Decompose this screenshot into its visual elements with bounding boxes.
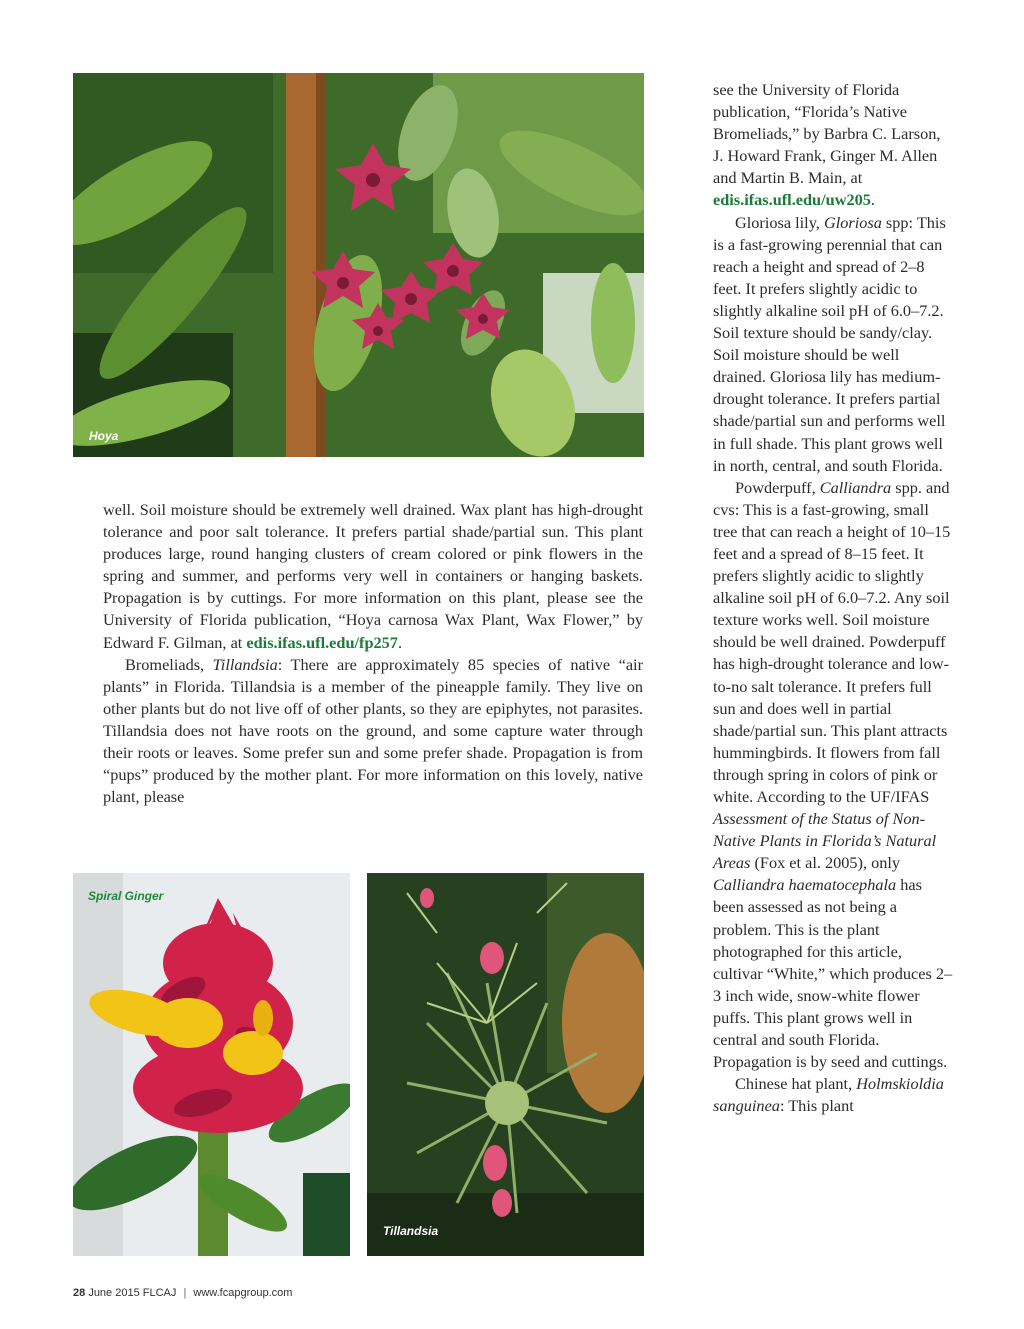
gloriosa-name: Gloriosa lily, [735,212,824,232]
issue-date: June 2015 [88,1287,140,1299]
bromeliads-continued-paragraph [713,79,953,212]
gloriosa-text: spp: This is a fast-growing perennial that can reach a height and spread of 2–8 feet. It prefers slightly acidic to slightly alkaline soil pH of 6.0–7.2. Soil texture should be sandy/clay. Soil moisture should be well drained. Gloriosa lily has medium-drought tolerance. It prefers partial shade/partial sun and performs well in full shade. This plant grows well in north, central, and south Florida. [713,212,946,475]
bromeliads-continued-text: see the University of Florida publication, “Florida’s Native Bromeliads,” by Barbra C. Larson, J. Howard Frank, Ginger M. Allen and Martin B. Main, at [713,80,941,188]
page-number: 28 [73,1287,86,1299]
bromeliads-name: Bromeliads, [125,654,213,674]
footer-separator: | [183,1287,187,1299]
wax-plant-text: well. Soil moisture should be extremely well drained. Wax plant has high-drought tolerance and poor salt tolerance. It prefers partial shade/partial sun. This plant produces large, round hanging clusters of cream colored or pink flowers in the spring and summer, and performs very well in containers or hanging baskets. Propagation is by cuttings. For more information on this plant, please see the University of Florida publication, “Hoya carnosa Wax Plant, Wax Flower,” by Edward F. Gilman, at [103,500,643,652]
spiral-ginger-image [73,873,350,1256]
wax-plant-paragraph [103,499,643,654]
calliandra-haematocephala-name: Calliandra haematocephala [713,875,897,895]
uw205-link[interactable]: edis.ifas.ufl.edu/uw205 [713,190,871,210]
spiral-ginger-photo [73,873,350,1256]
powderpuff-text-c: has been assessed as not being a problem. This is the plant photographed for this article, cultivar “White,” which produces 2–3 inch wide, snow-white flower puffs. This plant grows well in central and south Florida. Propagation is by seed and cuttings. [713,875,953,1072]
fp257-link[interactable]: edis.ifas.ufl.edu/fp257 [246,632,398,652]
powderpuff-name: Powderpuff, [735,477,820,497]
hoya-photo [73,73,644,457]
chinese-hat-name: Chinese hat plant, [735,1074,857,1094]
gloriosa-scientific-name: Gloriosa [823,212,882,232]
holmskioldia-scientific-name: Holmskioldia sanguinea [713,1074,944,1116]
tillandsia-image [367,873,644,1256]
powderpuff-paragraph [713,477,953,1074]
tillandsia-photo [367,873,644,1256]
chinese-hat-paragraph [713,1073,953,1117]
hoya-caption: Hoya [89,429,119,443]
page-footer [73,1287,292,1299]
chinese-hat-text: : This plant [779,1096,854,1116]
spiral-ginger-caption: Spiral Ginger [88,889,164,903]
website-link[interactable]: www.fcapgroup.com [193,1287,293,1299]
publication-name: FLCAJ [142,1287,177,1299]
bromeliads-paragraph [103,654,643,809]
gloriosa-paragraph [713,212,953,477]
left-text-column [103,499,643,808]
right-text-column [713,79,953,1117]
powderpuff-text-b: (Fox et al. 2005), only [750,853,901,873]
calliandra-scientific-name: Calliandra [819,477,892,497]
bromeliads-text: : There are approximately 85 species of native “air plants” in Florida. Tillandsia is a member of the pineapple family. They live on other plants but do not live off of other plants, so they are epiphytes, not parasites. Tillandsia does not have roots on the ground, and some capture water through their roots or leaves. Some prefer sun and some prefer shade. Propagation is from “pups” produced by the mother plant. For more information on this lovely, native plant, please [103,654,643,807]
tillandsia-scientific-name: Tillandsia [212,654,278,674]
bromeliads-continued-end: . [870,190,875,210]
hoya-image [73,73,644,457]
wax-plant-text-end: . [397,632,403,652]
tillandsia-caption: Tillandsia [383,1224,439,1238]
assessment-title: Assessment of the Status of Non-Native Plants in Florida’s Natural Areas [713,809,937,873]
powderpuff-text-a: spp. and cvs: This is a fast-growing, small tree that can reach a height of 10–15 feet and a spread of 8–15 feet. It prefers slightly acidic to slightly alkaline soil pH of 6.0–7.2. Any soil texture works well. Soil moisture should be well drained. Powderpuff has high-drought tolerance and low-to-no salt tolerance. It prefers full sun and does well in partial shade/partial sun. This plant attracts hummingbirds. It flowers from fall through spring in colors of pink or white. According to the UF/IFAS [713,477,951,806]
